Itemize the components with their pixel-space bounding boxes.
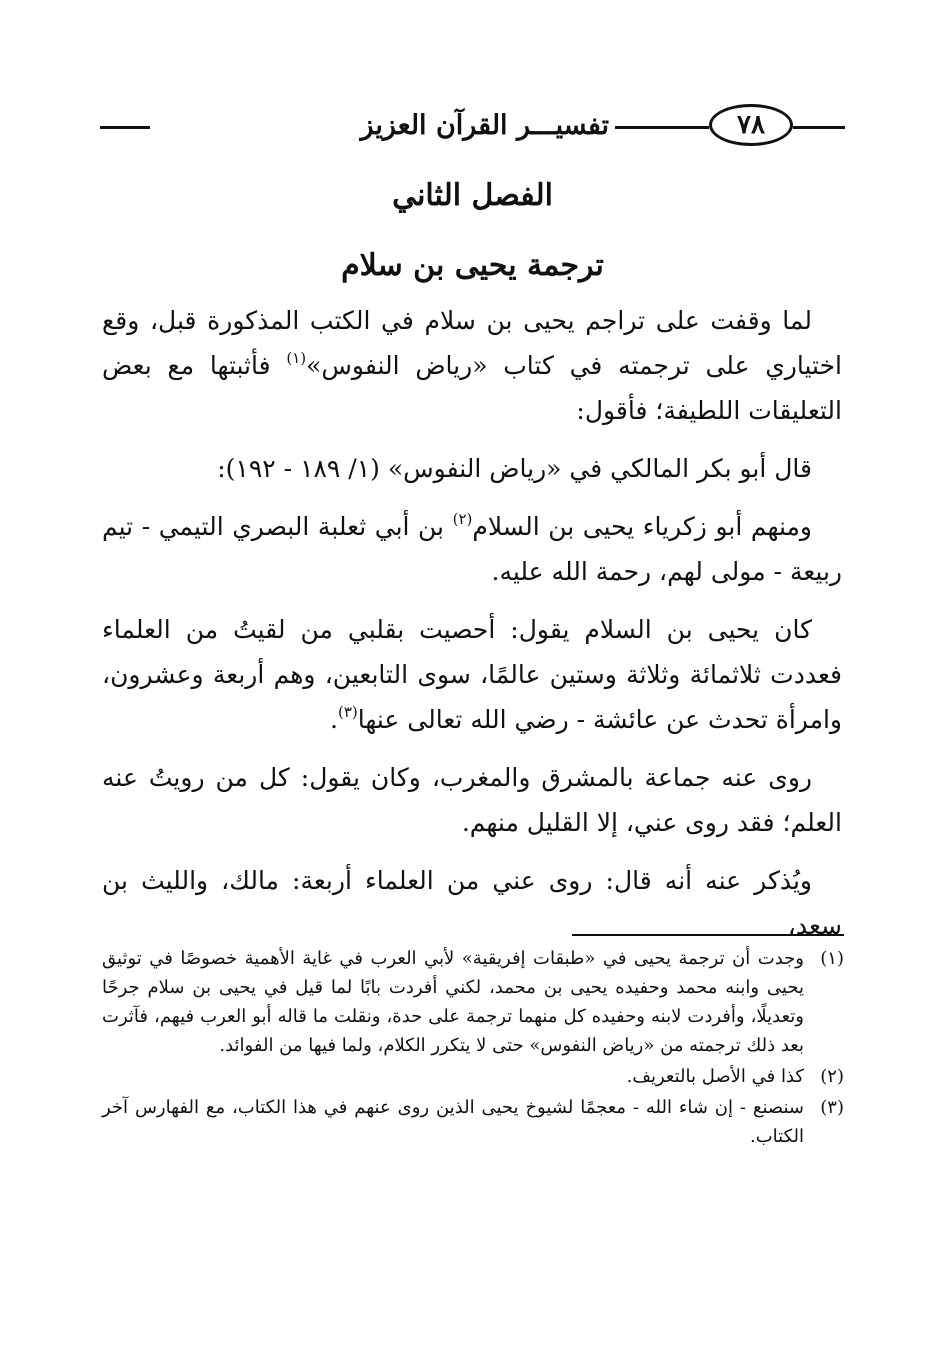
chapter-heading: الفصل الثاني	[392, 178, 553, 213]
header-rule-left	[100, 126, 150, 129]
paragraph: ومنهم أبو زكرياء يحيى بن السلام$^{(٢)}$ بن أبي ثعلبة البصري التيمي - تيم ربيعة - مولى لهم، رحمة الله عليه.	[102, 510, 842, 586]
running-title: تفسيـــر القرآن العزيز	[360, 110, 609, 141]
section-heading: ترجمة يحيى بن سلام	[341, 248, 604, 283]
header-rule-right	[793, 126, 845, 129]
footnote	[102, 1062, 844, 1091]
footnote	[102, 1093, 844, 1151]
paragraph: كان يحيى بن السلام يقول: أحصيت بقلبي من لقيتُ من العلماء فعددت ثلاثمائة وثلاثة وستين عالمًا، سوى التابعين، وهم أربعة وعشرون، وامرأة تحدث عن عائشة - رضي الله تعالى عنها$^{(٣)}$.	[102, 615, 842, 734]
paragraph: روى عنه جماعة بالمشرق والمغرب، وكان يقول: كل من رويتُ عنه العلم؛ فقد روى عني، إلا القليل منهم.	[102, 763, 842, 837]
body-text	[102, 298, 842, 961]
running-header	[100, 100, 845, 152]
footnote-text: سنصنع - إن شاء الله - معجمًا لشيوخ يحيى الذين روى عنهم في هذا الكتاب، مع الفهارس آخر الكتاب.	[102, 1097, 804, 1147]
page-number-oval	[709, 104, 793, 146]
footnote-number: (٣)	[820, 1097, 844, 1118]
footnote-reference: (٣)	[337, 703, 358, 721]
footnote-reference: (٢)	[452, 510, 473, 528]
header-rule-middle	[615, 126, 709, 129]
paragraph: قال أبو بكر المالكي في «رياض النفوس» (١/ ١٨٩ - ١٩٢):	[217, 454, 812, 483]
page-number: ٧٨	[737, 110, 765, 140]
footnote-reference: (١)	[286, 349, 307, 367]
footnote-text: وجدت أن ترجمة يحيى في «طبقات إفريقية» لأبي العرب في غاية الأهمية خصوصًا في توثيق يحيى وابنه محمد وحفيده يحيى بن محمد، لكني أفردت بابًا لما قيل في يحيى بن سلام جرحًا وتعديلًا، وأفردت لابنه وحفيده كل منهما ترجمة على حدة، ونقلت ما قاله أبو العرب فيهم، فآثرت بعد ذلك ترجمته من «رياض النفوس» حتى لا يتكرر الكلام، ولما فيها من الفوائد.	[102, 948, 804, 1056]
footnote-separator	[572, 934, 844, 936]
paragraph: ويُذكر عنه أنه قال: روى عني من العلماء أربعة: مالك، والليث بن سعد،	[102, 866, 842, 940]
footnote-number: (٢)	[820, 1066, 844, 1087]
footnotes	[102, 944, 844, 1153]
footnote-number: (١)	[820, 948, 844, 969]
footnote	[102, 944, 844, 1060]
paragraph: لما وقفت على تراجم يحيى بن سلام في الكتب المذكورة قبل، وقع اختياري على ترجمته في كتاب «رياض النفوس»$^{(١)}$ فأثبتها مع بعض التعليقات اللطيفة؛ فأقول:	[102, 306, 842, 425]
footnote-text: كذا في الأصل بالتعريف.	[626, 1066, 804, 1087]
